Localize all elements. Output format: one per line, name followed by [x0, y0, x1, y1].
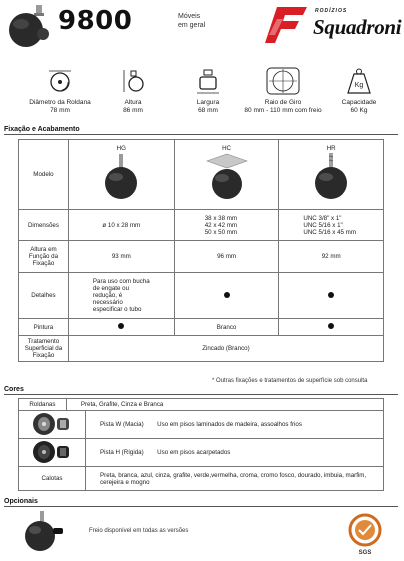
spec-diameter — [20, 67, 100, 115]
spec-width — [178, 67, 238, 115]
brand-subtitle: RODÍZIOS — [315, 8, 348, 14]
detalhes-hg-text: Para uso com bucha de engate ou redução, é necessário especificar o tubo — [92, 278, 150, 313]
usage-line-1: Móveis — [178, 13, 201, 20]
row-label-dimensoes: Dimensões — [19, 210, 69, 241]
spec-diameter-label: Diâmetro da Roldana — [29, 99, 91, 106]
caster-hr-image — [309, 152, 353, 202]
cell-tratamento: Zincado (Branco) — [68, 336, 383, 362]
row-tratamento — [19, 336, 384, 362]
cell-alt-hr: 92 mm — [279, 241, 384, 273]
availability-dot — [118, 323, 124, 329]
column-header-hc: HC — [222, 145, 232, 152]
calotas-value-text: Preta, branca, azul, cinza, grafite, verde,vermelha, croma, cromo fosco, dourado, imbuia, marfim, cerejeira e mogno — [100, 471, 367, 486]
row-calotas — [19, 467, 384, 491]
cell-pista-h-image — [19, 439, 86, 467]
dim-hc-line: 42 x 42 mm — [204, 221, 238, 229]
row-dimensoes — [19, 210, 384, 241]
cell-calotas-value — [86, 467, 384, 491]
cell-detalhes-hg — [68, 273, 174, 319]
cell-pintura-hg — [68, 319, 174, 336]
dim-hc-line: 50 x 50 mm — [204, 228, 238, 236]
pista-w-desc: Uso em pisos laminados de madeira, assoalhos frios — [157, 421, 302, 428]
cores-section-rule — [4, 394, 398, 395]
spec-turning-radius-label: Raio de Giro — [264, 99, 302, 106]
dim-hr-line: UNC 3/8" x 1" — [303, 214, 342, 222]
spec-turning-radius — [238, 67, 328, 115]
spec-width-label: Largura — [196, 99, 220, 106]
spec-turning-radius-value: 80 mm - 110 mm com freio — [244, 107, 322, 114]
cell-dim-hr — [279, 210, 384, 241]
column-header-hr: HR — [326, 145, 336, 152]
dim-hc-line: 38 x 38 mm — [204, 214, 238, 222]
cores-section-title: Cores — [4, 386, 24, 393]
turning-radius-icon — [263, 67, 303, 95]
cell-model-hc — [174, 140, 279, 210]
dim-hr-line: UNC 5/16 x 1" — [303, 221, 343, 229]
cell-dim-hg: ø 10 x 28 mm — [68, 210, 174, 241]
row-pista-w — [19, 411, 384, 439]
caster-hg-image — [99, 152, 143, 202]
row-label-roldanas: Roldanas — [19, 399, 67, 411]
row-modelo — [19, 140, 384, 210]
spec-capacity-label: Capacidade — [341, 99, 377, 106]
cell-alt-hg: 93 mm — [68, 241, 174, 273]
cell-detalhes-hc — [174, 273, 279, 319]
width-icon — [194, 67, 222, 95]
brand-mark-icon — [263, 5, 307, 45]
pista-h-desc: Uso em pisos acarpetados — [157, 449, 231, 456]
sgs-certification-seal — [348, 512, 382, 556]
row-pista-h — [19, 439, 384, 467]
pista-w-name: Pista W (Macia) — [100, 421, 144, 428]
row-pintura — [19, 319, 384, 336]
opcionais-section-title: Opcionais — [4, 498, 38, 505]
brand-logo — [263, 5, 401, 45]
row-label-modelo: Modelo — [19, 140, 69, 210]
opcionais-text: Freio disponível em todas as versões — [89, 528, 189, 534]
cell-alt-hc: 96 mm — [174, 241, 279, 273]
spec-capacity — [335, 67, 383, 115]
column-header-hg: HG — [116, 145, 126, 152]
cores-table — [18, 398, 384, 491]
cell-detalhes-hr — [279, 273, 384, 319]
spec-capacity-value: 60 Kg — [350, 107, 368, 114]
cell-pista-w — [86, 411, 384, 439]
cell-pista-w-image — [19, 411, 86, 439]
cell-pintura-hr — [279, 319, 384, 336]
spec-width-value: 68 mm — [198, 107, 218, 114]
spec-height — [103, 67, 163, 115]
soft-tread-wheel-image — [30, 412, 74, 436]
row-altura — [19, 241, 384, 273]
row-roldanas — [19, 399, 384, 411]
spec-height-label: Altura — [124, 99, 142, 106]
caster-wheel-image — [6, 3, 52, 49]
availability-dot — [328, 323, 334, 329]
availability-dot — [224, 292, 230, 298]
availability-dot — [328, 292, 334, 298]
caster-hc-image — [202, 152, 252, 202]
brake-caster-image — [22, 510, 66, 554]
row-label-pintura: Pintura — [19, 319, 69, 336]
fixacao-table — [18, 139, 384, 362]
capacity-weight-icon — [345, 67, 373, 95]
height-icon — [119, 67, 147, 95]
cell-model-hg — [68, 140, 174, 210]
dim-hr-line: UNC 5/16 x 45 mm — [303, 228, 356, 236]
row-label-altura: Altura em Função da Fixação — [19, 241, 69, 273]
row-label-tratamento: Tratamento Superficial da Fixação — [19, 336, 69, 362]
cell-model-hr — [279, 140, 384, 210]
cell-roldanas-value: Preta, Grafite, Cinza e Branca — [66, 399, 383, 411]
fixacao-section-title: Fixação e Acabamento — [4, 126, 80, 133]
wheel-diameter-icon — [46, 67, 74, 95]
row-label-detalhes: Detalhes — [19, 273, 69, 319]
cell-pista-h — [86, 439, 384, 467]
cell-dim-hc — [174, 210, 279, 241]
brand-name: Squadroni — [313, 15, 402, 39]
hard-tread-wheel-image — [30, 440, 74, 464]
sgs-label: SGS — [358, 550, 372, 556]
spec-diameter-value: 78 mm — [50, 107, 70, 114]
fixacao-section-rule — [4, 134, 398, 135]
row-detalhes — [19, 273, 384, 319]
spec-height-value: 86 mm — [123, 107, 143, 114]
opcionais-section-rule — [4, 506, 398, 507]
cell-pintura-hc: Branco — [174, 319, 279, 336]
usage-line-2: em geral — [178, 22, 206, 29]
capacity-icon-text: Kg — [354, 82, 364, 89]
model-number: 9800 — [58, 6, 133, 36]
pista-h-name: Pista H (Rígida) — [100, 449, 144, 456]
row-label-calotas: Calotas — [19, 467, 86, 491]
fixacao-footnote: * Outras fixações e tratamentos de superfície sob consulta — [212, 378, 368, 384]
